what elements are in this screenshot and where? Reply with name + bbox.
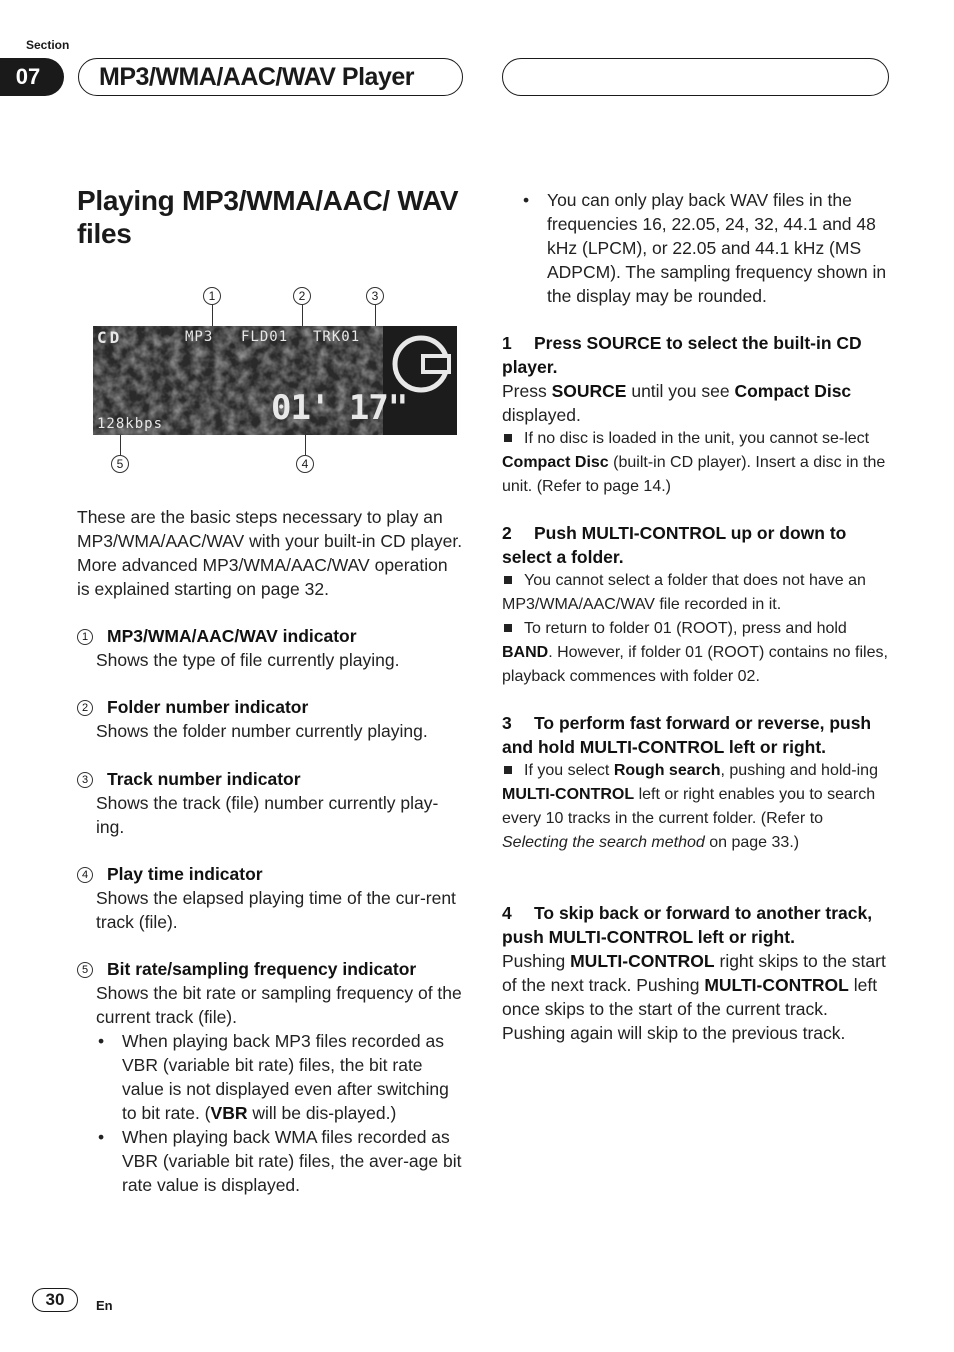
page-number: 30 bbox=[32, 1288, 78, 1312]
section-label: Section bbox=[26, 38, 70, 52]
bullet-dot-icon: • bbox=[98, 1031, 105, 1051]
step-4-body: Pushing MULTI-CONTROL right skips to the start of the next track. Pushing MULTI-CONTROL left once skips to the start of the current track. Pushing again will skip to the previous track. bbox=[502, 951, 886, 1043]
bullet-text: will be dis-played.) bbox=[247, 1103, 397, 1123]
lcd-source: CD bbox=[97, 328, 123, 347]
wav-frequency-bullet bbox=[502, 188, 892, 308]
indicator-3-title: Track number indicator bbox=[107, 769, 301, 789]
lcd-file-type: MP3 bbox=[185, 329, 214, 345]
indicator-4-desc: Shows the elapsed playing time of the cur-rent track (file). bbox=[96, 888, 456, 932]
indicator-item-3 bbox=[77, 767, 465, 839]
step-1-body: Press SOURCE until you see Compact Disc displayed. bbox=[502, 381, 852, 425]
section-number: 07 bbox=[0, 58, 64, 96]
callout-1: 1 bbox=[203, 287, 221, 305]
vbr-mp3-bullet bbox=[77, 1029, 465, 1125]
step-2-note-1: You cannot select a folder that does not have an MP3/WMA/AAC/WAV file recorded in it. bbox=[502, 572, 866, 613]
bullet-dot-icon: • bbox=[523, 190, 530, 210]
indicator-item-1 bbox=[77, 624, 465, 672]
lcd-display-figure bbox=[93, 326, 457, 435]
bullet-text: When playing back MP3 files recorded as VBR (variable bit rate) files, the bit rate value is not displayed even after switching to bit rate. ( bbox=[122, 1031, 449, 1123]
leader-line-5 bbox=[120, 435, 121, 455]
number-circle-1: 1 bbox=[77, 629, 93, 645]
language-code: En bbox=[96, 1298, 113, 1313]
lcd-play-time: 01' 17" bbox=[271, 388, 408, 428]
step-4 bbox=[502, 901, 892, 1045]
indicator-3-desc: Shows the track (file) number currently play-ing. bbox=[96, 793, 439, 837]
indicator-2-desc: Shows the folder number currently playing. bbox=[96, 721, 428, 741]
intro-paragraph: These are the basic steps necessary to play an MP3/WMA/AAC/WAV with your built-in CD player. More advanced MP3/WMA/AAC/WAV operation is explained starting on page 32. bbox=[77, 507, 463, 599]
step-2-note-2: To return to folder 01 (ROOT), press and hold BAND. However, if folder 01 (ROOT) contains no files, playback commences with folder 02. bbox=[502, 620, 888, 685]
indicator-2-title: Folder number indicator bbox=[107, 697, 309, 717]
step-3 bbox=[502, 711, 892, 855]
step-number: 2 bbox=[502, 523, 512, 543]
header-empty-pill bbox=[502, 58, 889, 96]
vbr-bold: VBR bbox=[210, 1103, 248, 1123]
bullet-text: You can only play back WAV files in the frequencies 16, 22.05, 24, 32, 44.1 and 48 kHz (LPCM), or 22.05 and 44.1 kHz (MS ADPCM). The sampling frequency shown in the display may be rounded. bbox=[547, 190, 887, 306]
step-number: 1 bbox=[502, 333, 512, 353]
vbr-wma-bullet bbox=[77, 1125, 465, 1197]
lcd-track-number: TRK01 bbox=[313, 329, 361, 345]
step-1 bbox=[502, 331, 892, 499]
number-circle-4: 4 bbox=[77, 867, 93, 883]
step-3-note: If you select Rough search, pushing and hold-ing MULTI-CONTROL left or right enables you to search every 10 tracks in the current folder. (Refer to Selecting the search method on page 33.) bbox=[502, 762, 878, 851]
step-1-note: If no disc is loaded in the unit, you cannot se-lect Compact Disc (built-in CD player). Insert a disc in the unit. (Refer to page 14.) bbox=[502, 430, 886, 495]
step-number: 4 bbox=[502, 903, 512, 923]
indicator-item-2 bbox=[77, 695, 465, 743]
note-square-icon bbox=[504, 624, 512, 632]
lcd-folder-number: FLD01 bbox=[241, 329, 289, 345]
callout-3: 3 bbox=[366, 287, 384, 305]
step-4-title: To skip back or forward to another track, push MULTI-CONTROL left or right. bbox=[502, 903, 873, 947]
step-2 bbox=[502, 521, 892, 689]
step-2-title: Push MULTI-CONTROL up or down to select a folder. bbox=[502, 523, 847, 567]
callout-5: 5 bbox=[111, 455, 129, 473]
callout-2: 2 bbox=[293, 287, 311, 305]
indicator-4-title: Play time indicator bbox=[107, 864, 263, 884]
bullet-text: When playing back WMA files recorded as VBR (variable bit rate) files, the aver-age bit rate value is displayed. bbox=[122, 1127, 462, 1195]
step-3-title: To perform fast forward or reverse, push and hold MULTI-CONTROL left or right. bbox=[502, 713, 872, 757]
indicator-1-desc: Shows the type of file currently playing. bbox=[96, 650, 400, 670]
number-circle-3: 3 bbox=[77, 772, 93, 788]
section-title: MP3/WMA/AAC/WAV Player bbox=[78, 58, 463, 96]
page-title: Playing MP3/WMA/AAC/ WAV files bbox=[77, 185, 459, 249]
number-circle-5: 5 bbox=[77, 962, 93, 978]
note-square-icon bbox=[504, 576, 512, 584]
indicator-item-4 bbox=[77, 862, 465, 934]
callout-4: 4 bbox=[296, 455, 314, 473]
note-square-icon bbox=[504, 434, 512, 442]
indicator-item-5 bbox=[77, 957, 465, 1197]
leader-line-4 bbox=[305, 430, 306, 455]
step-1-title: Press SOURCE to select the built-in CD player. bbox=[502, 333, 862, 377]
step-number: 3 bbox=[502, 713, 512, 733]
lcd-bitrate: 128kbps bbox=[97, 416, 164, 432]
indicator-1-title: MP3/WMA/AAC/WAV indicator bbox=[107, 626, 357, 646]
note-square-icon bbox=[504, 766, 512, 774]
bullet-dot-icon: • bbox=[98, 1127, 105, 1147]
number-circle-2: 2 bbox=[77, 700, 93, 716]
indicator-5-title: Bit rate/sampling frequency indicator bbox=[107, 959, 417, 979]
indicator-5-desc: Shows the bit rate or sampling frequency of the current track (file). bbox=[96, 983, 462, 1027]
